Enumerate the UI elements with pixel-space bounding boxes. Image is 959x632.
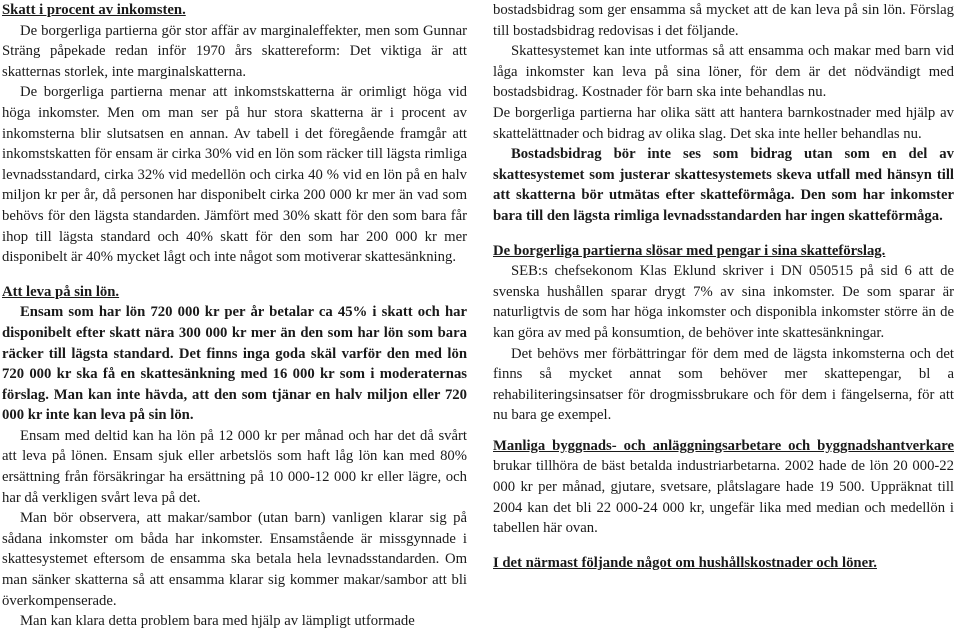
left-column	[2, 0, 467, 632]
section-heading-living-on-wage: Att leva på sin lön.	[2, 283, 120, 300]
construction-workers-text: brukar tillhöra de bäst betalda industriarbetarna. 2002 hade de lön 20 000-22 000 kr per månad, gjutare, svetsare, plåtslagare hade 19 500. Uppräknat till 2004 kan det bli 22 000-24 000 kr, ungefär lika med median och medellön i tabellen här ovan.	[493, 458, 954, 537]
section-heading-tax-percent: Skatt i procent av inkomsten.	[2, 2, 186, 18]
section-heading-household-costs: I det närmast följande något om hushållskostnader och löner.	[493, 554, 877, 571]
paragraph-seb-savings: SEB:s chefsekonom Klas Eklund skriver i DN 050515 på sid 6 att de svenska hushållen sparar drygt 7% av sina inkomster. De som sparar är naturligtvis de som har höga inkomster och disponibla inkomster större än de kan göra av med på konsumtion, de behöver inte skattesänkningar.	[493, 263, 954, 341]
paragraph-marginal-effects: De borgerliga partierna gör stor affär av marginaleffekter, men som Gunnar Sträng påpekade redan inför 1970 års skattereform: Det viktiga är att skatternas storlek, inte marginalskatterna.	[2, 22, 467, 80]
paragraph-tax-system: Skattesystemet kan inte utformas så att ensamma och makar med barn vid låga inkomster kan leva på sina löner, för dem är det nödvändigt med bostadsbidrag. Kostnader för barn ska inte behandlas nu.	[493, 43, 954, 101]
paragraph-construction-workers	[493, 436, 954, 539]
paragraph-part-time: Ensam med deltid kan ha lön på 12 000 kr per månad och har det då svårt att leva på lönen. Ensam sjuk eller arbetslös som haft låg lön kan med 80% ersättning från försäkringar ha ersättning på 10 000-12 000 kr eller lägre, och har då verkligen svårt leva på det.	[2, 427, 467, 506]
paragraph-tax-percent: De borgerliga partierna menar att inkomstskatterna är orimligt höga vid höga inkomster. Men om man ser på hur stora skatterna är i procent av inkomsterna blir slutsatsen en annan. Av tabell i det föregående framgår att inkomstskatten för ensam är cirka 30% vid en lön som räcker till lägsta rimliga levnadsstandard, cirka 32% vid medellön och cirka 40 % vid en lön på en halv miljon kr per år, då personen har disponibelt cirka 200 000 kr mer än vad som behövs för den lägsta standarden. Jämfört med 30% skatt för den som bara får ihop till lägsta standard och 40% skatt för den som har 200 000 kr mer disponibelt är 40% mycket lågt och inte något som motiverar skattesänkning.	[2, 84, 467, 266]
inline-heading-construction-workers: Manliga byggnads- och anläggningsarbetare och byggnadshantverkare	[493, 437, 954, 454]
paragraph-couples: Man bör observera, att makar/sambor (utan barn) vanligen klarar sig på sådana inkomster om båda har inkomster. Ensamstående är missgynnade i skattesystemet eftersom de ensamma ska betala hela levnadsstandarden. Om man sänker skatterna så att ensamma klarar sig kommer makar/sambor att bli överkompenserade.	[2, 510, 467, 609]
bold-paragraph-720k: Ensam som har lön 720 000 kr per år betalar ca 45% i skatt och har disponibelt efter skatt nära 300 000 kr mer än den som har lön som bara räcker till lägsta standard. Det finns inga goda skäl varför den med lön 720 000 kr ska få en skattesänkning med 16 000 kr som i moderaternas förslag. Man kan inte hävda, att den som tjänar en halv miljon eller 720 000 kr inte kan leva på sin lön.	[2, 304, 467, 424]
paragraph-housing-allowance-cont: bostadsbidrag som ger ensamma så mycket att de kan leva på sin lön. Förslag till bostadsbidrag redovisas i det följande.	[493, 2, 954, 39]
section-heading-wasting-money: De borgerliga partierna slösar med pengar i sina skatteförslag.	[493, 242, 886, 259]
bold-paragraph-housing-allowance: Bostadsbidrag bör inte ses som bidrag utan som en del av skattesystemet som justerar skattesystemets skeva utfall med hänsyn till att skatterna bör utmätas efter skatteförmåga. Den som har inkomster bara till den lägsta rimliga levnadsstandarden har ingen skatteförmåga.	[493, 146, 954, 224]
paragraph-housing-allowance-start: Man kan klara detta problem bara med hjälp av lämpligt utformade	[20, 613, 415, 630]
paragraph-child-costs: De borgerliga partierna har olika sätt att hantera barnkostnader med hjälp av skattelättnader och bidrag av olika slag. Det ska inte heller behandlas nu.	[493, 104, 954, 142]
right-column	[493, 0, 954, 573]
paragraph-improvements: Det behövs mer förbättringar för dem med de lägsta inkomsterna och det finns så mycket annat som behöver mer skattepengar, bl a rehabiliteringsinsatser för drogmissbrukare och för dem i fängelserna, för att nu bara ge exempel.	[493, 345, 954, 424]
